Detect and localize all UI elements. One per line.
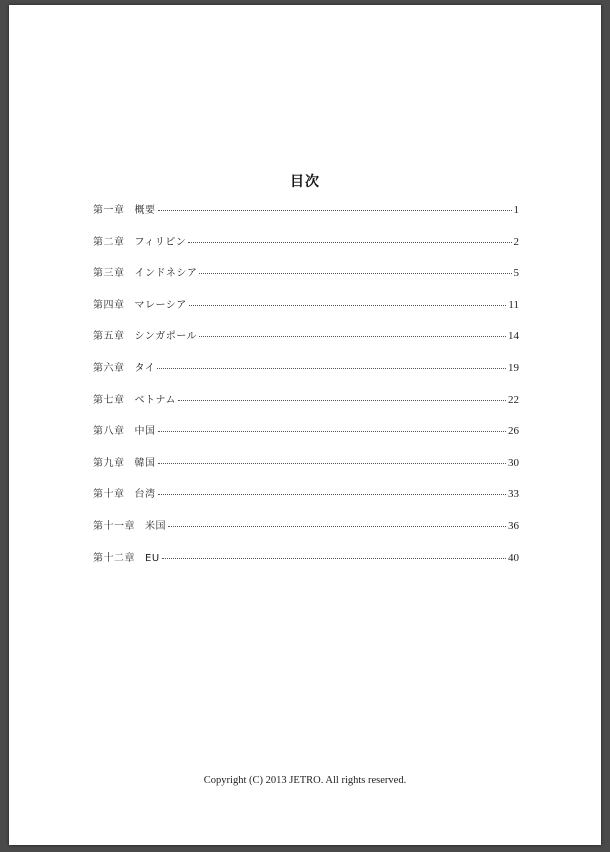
- toc-chapter-title: 概要: [134, 205, 156, 216]
- toc-leader-dots: [158, 431, 507, 432]
- toc-chapter-title: マレーシア: [134, 299, 187, 311]
- toc-chapter-number: 第六章: [93, 362, 125, 374]
- toc-chapter-title: タイ: [134, 362, 156, 374]
- toc-title: 目次: [290, 174, 320, 190]
- toc-chapter-title: 台湾: [134, 489, 156, 501]
- toc-chapter-title: フィリピン: [134, 236, 187, 248]
- toc-leader-dots: [189, 305, 507, 306]
- toc-entry[interactable]: [93, 422, 519, 454]
- document-page: [9, 5, 601, 845]
- toc-chapter-number: 第十章: [93, 489, 125, 501]
- toc-entry[interactable]: [93, 485, 519, 517]
- toc-leader-dots: [162, 558, 506, 559]
- toc-chapter-number: 第十一章: [93, 520, 135, 532]
- toc-entry[interactable]: [93, 549, 519, 581]
- toc-page-number: 22: [508, 393, 519, 406]
- toc-chapter-number: 第二章: [93, 236, 125, 248]
- toc-chapter-title: インドネシア: [134, 268, 198, 280]
- toc-leader-dots: [199, 273, 511, 274]
- toc-chapter-title: 韓国: [134, 457, 156, 469]
- toc-page-number: 36: [508, 519, 519, 532]
- toc-entry[interactable]: [93, 517, 519, 549]
- toc-entry[interactable]: [93, 264, 519, 296]
- toc-leader-dots: [158, 494, 507, 495]
- toc-entry[interactable]: [93, 359, 519, 391]
- toc-chapter-number: 第七章: [93, 394, 125, 406]
- toc-chapter-number: 第九章: [93, 457, 125, 469]
- toc-leader-dots: [178, 400, 506, 401]
- toc-chapter-number: 第四章: [93, 299, 125, 311]
- toc-chapter-number: 第三章: [93, 268, 125, 280]
- toc-chapter-number: 第五章: [93, 331, 125, 343]
- toc-entry[interactable]: [93, 454, 519, 486]
- toc-leader-dots: [158, 463, 507, 464]
- toc-page-number: 26: [508, 425, 519, 438]
- toc-leader-dots: [157, 368, 506, 369]
- toc-leader-dots: [188, 242, 511, 243]
- toc-chapter-number: 第十二章: [93, 552, 135, 564]
- toc-leader-dots: [199, 336, 506, 337]
- toc-entry[interactable]: [93, 296, 519, 328]
- toc-page-number: 33: [508, 488, 519, 501]
- table-of-contents: [93, 201, 519, 580]
- toc-page-number: 11: [508, 298, 519, 311]
- toc-page-number: 1: [513, 204, 519, 216]
- toc-entry[interactable]: [93, 391, 519, 423]
- copyright-notice: Copyright (C) 2013 JETRO. All rights reserved.: [203, 775, 407, 786]
- toc-leader-dots: [158, 210, 512, 211]
- toc-page-number: 19: [508, 361, 519, 374]
- toc-chapter-number: 第一章: [93, 205, 125, 216]
- toc-page-number: 40: [508, 551, 519, 564]
- toc-chapter-title: ベトナム: [134, 394, 176, 406]
- toc-chapter-number: 第八章: [93, 426, 125, 438]
- toc-chapter-title: EU: [145, 552, 160, 564]
- toc-page-number: 14: [508, 330, 519, 343]
- toc-page-number: 30: [508, 456, 519, 469]
- toc-chapter-title: 米国: [145, 520, 166, 532]
- toc-leader-dots: [168, 526, 506, 527]
- toc-entry[interactable]: [93, 327, 519, 359]
- toc-entry[interactable]: [93, 233, 519, 265]
- toc-chapter-title: 中国: [134, 426, 156, 438]
- toc-chapter-title: シンガポール: [134, 331, 198, 343]
- toc-entry[interactable]: [93, 201, 519, 233]
- toc-page-number: 2: [513, 235, 519, 248]
- toc-page-number: 5: [513, 267, 519, 280]
